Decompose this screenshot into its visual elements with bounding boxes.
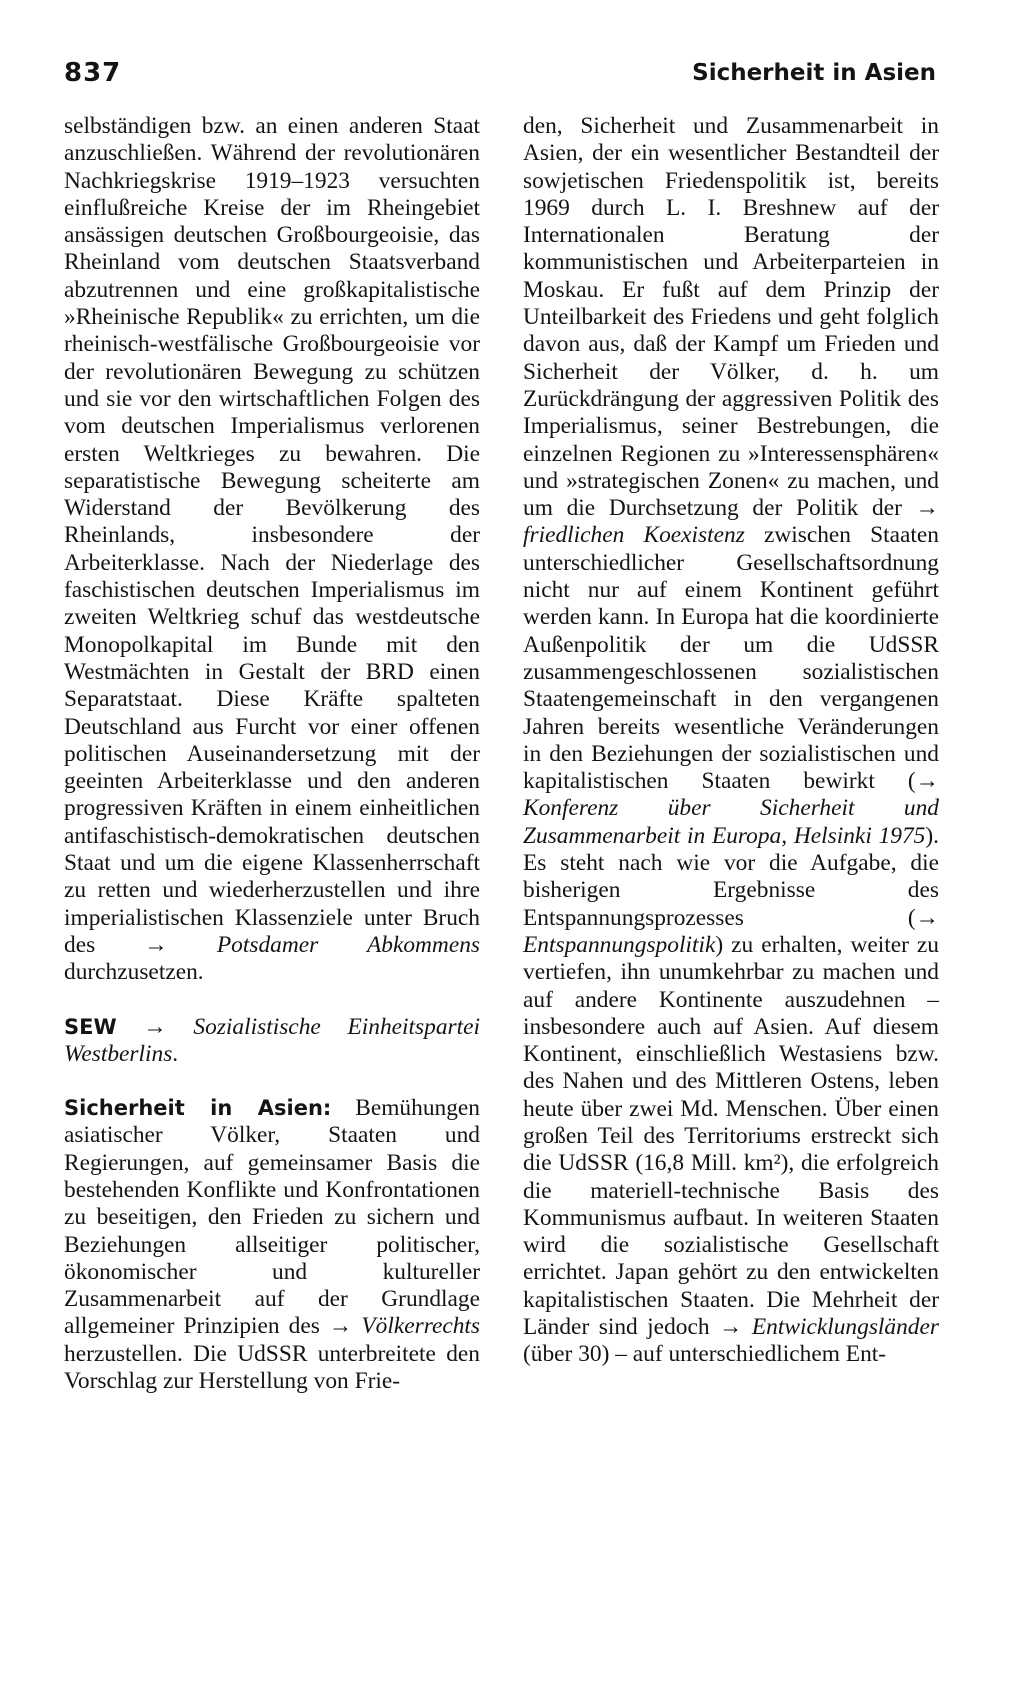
entry-text: herzustellen. Die UdSSR unterbreitete den Vorschlag zur Herstellung von Frie- (64, 1340, 480, 1395)
cross-reference-link[interactable]: → Sozialistische Einheitspartei Westberlins (64, 1013, 480, 1067)
rheinland-entry-continuation (64, 113, 480, 987)
entry-text: zwischen Staaten unterschiedlicher Gesellschaftsordnung nicht nur auf einem Kontinent geführt werden kann. In Europa hat die koordinierte Außenpolitik der um die UdSSR zusammengeschlossenen sozialistischen Staatengemeinschaft in den vergangenen Jahren bereits wesentliche Veränderungen in den Beziehungen der sozialistischen und kapitalistischen Staaten bewirkt ( (523, 522, 939, 795)
sicherheit-in-asien-entry (64, 1095, 480, 1395)
page-number: 837 (64, 58, 122, 88)
sew-entry (64, 1014, 480, 1069)
entry-text: ) zu erhalten, weiter zu vertiefen, ihn unumkehrbar zu machen und auf andere Kontinente auszudehnen – insbesondere auch auf Asien. Auf diesem Kontinent, einschließlich Westasiens bzw. des Nahen und des Mittleren Ostens, leben heute über zwei Md. Menschen. Über einen großen Teil des Territoriums erstreckt sich die UdSSR (16,8 Mill. km²), die erfolgreich die materiell-technische Basis des Kommunismus aufbaut. In weiteren Staaten wird die sozialistische Gesellschaft errichtet. Japan gehört zu den entwickelten kapitalistischen Staaten. Die Mehrheit der Länder sind jedoch (523, 931, 939, 1341)
left-column (64, 113, 480, 1395)
entry-headword: SEW (64, 1014, 117, 1039)
running-head: Sicherheit in Asien (692, 60, 936, 86)
page-header (64, 58, 936, 98)
entry-text: ). Es steht nach wie vor die Aufgabe, die bisherigen Ergebnisse des Entspannungsprozesses ( (523, 822, 939, 931)
sicherheit-in-asien-continuation (523, 113, 939, 1369)
right-column (523, 113, 939, 1369)
entry-text: Bemühungen asiatischer Völker, Staaten und Regierungen, auf gemeinsamer Basis die bestehenden Konflikte und Konfrontationen zu beseitigen, den Frieden zu sichern und Beziehungen allseitiger politischer, ökonomischer und kultureller Zusammenarbeit auf der Grundlage allgemeiner Prinzipien des (64, 1095, 480, 1340)
entry-headword: Sicherheit in Asien: (64, 1096, 332, 1121)
entry-text: (über 30) – auf unterschiedlichem Ent- (523, 1341, 887, 1368)
cross-reference-link[interactable]: → friedlichen Koexistenz (523, 495, 939, 549)
entry-text: den, Sicherheit und Zusammenarbeit in Asien, der ein wesentlicher Bestandteil der sowjetischen Friedenspolitik ist, bereits 1969 durch L. I. Breshnew auf der Internationalen Beratung der kommunistischen und Arbeiterparteien in Moskau. Er fußt auf dem Prinzip der Unteilbarkeit des Friedens und geht folglich davon aus, daß der Kampf um Frieden und Sicherheit der Völker, d. h. um Zurückdrängung der aggressiven Politik des Imperialismus, seiner Bestrebungen, die einzelnen Regionen zu »Interessensphären« und »strategischen Zonen« zu machen, und um die Durchsetzung der Politik der (523, 113, 939, 522)
cross-reference-link[interactable]: → Entwicklungsländer (719, 1314, 939, 1341)
entry-text: selbständigen bzw. an einen anderen Staat anzuschließen. Während der revolutionären Nachkriegskrise 1919–1923 versuchten einflußreiche Kreise der im Rheingebiet ansässigen deutschen Großbourgeoisie, das Rheinland vom deutschen Staatsverband abzutrennen und eine großkapitalistische »Rheinische Republik« zu errichten, um die rheinisch-westfälische Großbourgeoisie vor der revolutionären Bewegung zu schützen und sie vor den wirtschaftlichen Folgen des vom deutschen Imperialismus verlorenen ersten Weltkrieges zu bewahren. Die separatistische Bewegung scheiterte am Widerstand der Bevölkerung des Rheinlands, insbesondere der Arbeiterklasse. Nach der Niederlage des faschistischen deutschen Imperialismus im zweiten Weltkrieg schuf das westdeutsche Monopolkapital im Bunde mit den Westmächten in Gestalt der BRD einen Separatstaat. Diese Kräfte spalteten Deutschland aus Furcht vor einer offenen politischen Auseinandersetzung mit der geeinten Arbeiterklasse und den anderen progressiven Kräften in einem einheitlichen antifaschistisch-demokratischen deutschen Staat und um die eigene Klassenherrschaft zu retten und wiederherzustellen und ihre imperialistischen Klassenziele unter Bruch des (64, 113, 480, 958)
cross-reference-link[interactable]: → Völkerrechts (328, 1313, 480, 1340)
entry-text: durchzusetzen. (64, 959, 204, 986)
entry-text: . (172, 1040, 179, 1067)
cross-reference-link[interactable]: → Entspannungspolitik (523, 904, 939, 958)
cross-reference-link[interactable]: → Potsdamer Abkommens (144, 931, 480, 958)
cross-reference-link[interactable]: → Konferenz über Sicherheit und Zusammenarbeit in Europa, Helsinki 1975 (523, 768, 939, 849)
